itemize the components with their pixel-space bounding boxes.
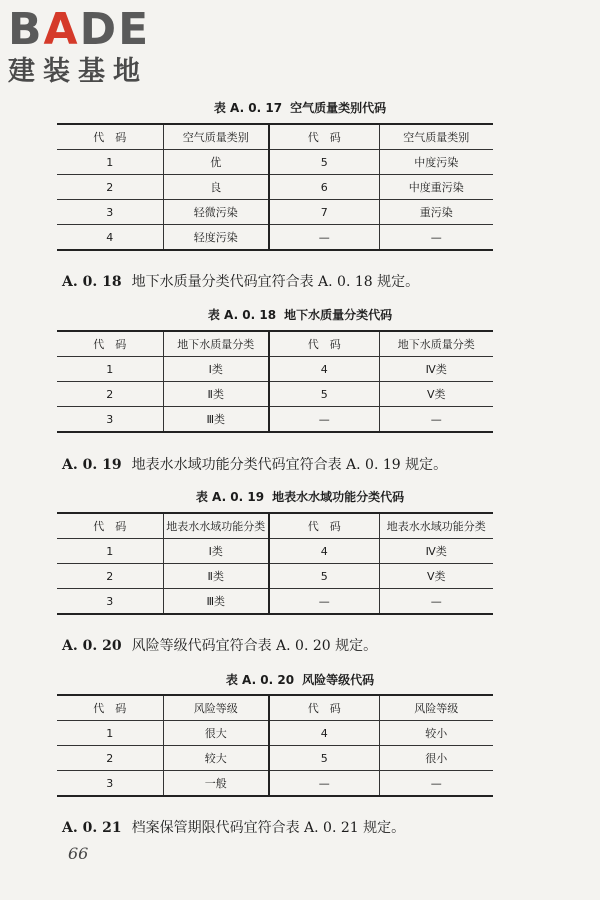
table-cell: 4 bbox=[269, 357, 379, 382]
table-cell: 轻度污染 bbox=[163, 225, 269, 251]
table-cell: — bbox=[379, 225, 493, 251]
table-cell: 4 bbox=[269, 539, 379, 564]
header-cell: 代 码 bbox=[57, 695, 163, 721]
header-cell: 地表水水域功能分类 bbox=[163, 513, 269, 539]
paragraph-a020: A. 0. 20 风险等级代码宜符合表 A. 0. 20 规定。 bbox=[62, 638, 378, 654]
table-cell: Ⅱ类 bbox=[163, 382, 269, 407]
table-cell: 2 bbox=[57, 746, 163, 771]
table-caption-a020: 表 A. 0. 20 风险等级代码 bbox=[225, 673, 375, 687]
table-row bbox=[57, 150, 493, 175]
header-cell: 代 码 bbox=[269, 695, 379, 721]
table-cell: 2 bbox=[57, 382, 163, 407]
table-cell: 3 bbox=[57, 771, 163, 797]
header-cell: 代 码 bbox=[269, 513, 379, 539]
table-cell: 优 bbox=[163, 150, 269, 175]
table-cell: 4 bbox=[57, 225, 163, 251]
header-cell: 地下水质量分类 bbox=[379, 331, 493, 357]
table-cell: — bbox=[269, 407, 379, 433]
table-row bbox=[57, 589, 493, 615]
table-row bbox=[57, 382, 493, 407]
header-cell: 地表水水域功能分类 bbox=[379, 513, 493, 539]
table-cell: 很大 bbox=[163, 721, 269, 746]
table-cell: 2 bbox=[57, 564, 163, 589]
table-cell: 较大 bbox=[163, 746, 269, 771]
table-cell: — bbox=[379, 771, 493, 797]
logo-subtitle: 建装基地 bbox=[8, 56, 148, 87]
table-cell: 一般 bbox=[163, 771, 269, 797]
header-cell: 代 码 bbox=[57, 331, 163, 357]
table-cell: 1 bbox=[57, 539, 163, 564]
table-cell: Ⅰ类 bbox=[163, 357, 269, 382]
table-cell: 7 bbox=[269, 200, 379, 225]
table-air-quality bbox=[57, 123, 493, 251]
table-cell: 中度重污染 bbox=[379, 175, 493, 200]
table-cell: 6 bbox=[269, 175, 379, 200]
table-cell: — bbox=[269, 589, 379, 615]
header-cell: 代 码 bbox=[57, 124, 163, 150]
header-cell: 代 码 bbox=[57, 513, 163, 539]
table-row bbox=[57, 200, 493, 225]
table-row bbox=[57, 771, 493, 797]
header-cell: 空气质量类别 bbox=[379, 124, 493, 150]
table-cell: Ⅲ类 bbox=[163, 589, 269, 615]
table-cell: Ⅴ类 bbox=[379, 382, 493, 407]
table-cell: 轻微污染 bbox=[163, 200, 269, 225]
table-row bbox=[57, 539, 493, 564]
table-row bbox=[57, 175, 493, 200]
table-caption-a018: 表 A. 0. 18 地下水质量分类代码 bbox=[207, 308, 393, 322]
table-cell: Ⅳ类 bbox=[379, 539, 493, 564]
table-cell: Ⅱ类 bbox=[163, 564, 269, 589]
paragraph-a019: A. 0. 19 地表水水域功能分类代码宜符合表 A. 0. 19 规定。 bbox=[62, 457, 448, 473]
table-cell: 1 bbox=[57, 150, 163, 175]
table-row bbox=[57, 721, 493, 746]
table-cell: 5 bbox=[269, 150, 379, 175]
table-cell: Ⅳ类 bbox=[379, 357, 493, 382]
table-cell: — bbox=[379, 589, 493, 615]
table-row bbox=[57, 225, 493, 251]
header-cell: 地下水质量分类 bbox=[163, 331, 269, 357]
table-row bbox=[57, 746, 493, 771]
table-cell: 1 bbox=[57, 721, 163, 746]
table-cell: 很小 bbox=[379, 746, 493, 771]
table-caption-a019: 表 A. 0. 19 地表水水域功能分类代码 bbox=[195, 490, 405, 504]
table-cell: 2 bbox=[57, 175, 163, 200]
table-caption-a017: 表 A. 0. 17 空气质量类别代码 bbox=[213, 101, 387, 115]
table-cell: — bbox=[269, 225, 379, 251]
table-row bbox=[57, 357, 493, 382]
page-number: 66 bbox=[68, 844, 89, 863]
table-cell: 较小 bbox=[379, 721, 493, 746]
table-groundwater-quality bbox=[57, 330, 493, 433]
table-cell: 5 bbox=[269, 382, 379, 407]
table-cell: Ⅰ类 bbox=[163, 539, 269, 564]
brand-logo bbox=[8, 6, 178, 88]
table-cell: 良 bbox=[163, 175, 269, 200]
paragraph-a021: A. 0. 21 档案保管期限代码宜符合表 A. 0. 21 规定。 bbox=[62, 820, 406, 836]
table-cell: 4 bbox=[269, 721, 379, 746]
table-cell: 3 bbox=[57, 200, 163, 225]
table-cell: 中度污染 bbox=[379, 150, 493, 175]
paragraph-a018: A. 0. 18 地下水质量分类代码宜符合表 A. 0. 18 规定。 bbox=[62, 274, 420, 290]
table-cell: — bbox=[269, 771, 379, 797]
table-cell: 1 bbox=[57, 357, 163, 382]
table-cell: 5 bbox=[269, 746, 379, 771]
table-cell: 重污染 bbox=[379, 200, 493, 225]
table-cell: 3 bbox=[57, 589, 163, 615]
table-surface-water-function bbox=[57, 512, 493, 615]
table-risk-level bbox=[57, 694, 493, 797]
table-cell: 5 bbox=[269, 564, 379, 589]
header-cell: 代 码 bbox=[269, 331, 379, 357]
header-cell: 风险等级 bbox=[163, 695, 269, 721]
header-cell: 风险等级 bbox=[379, 695, 493, 721]
table-cell: — bbox=[379, 407, 493, 433]
table-cell: 3 bbox=[57, 407, 163, 433]
table-cell: Ⅲ类 bbox=[163, 407, 269, 433]
header-cell: 代 码 bbox=[269, 124, 379, 150]
table-row bbox=[57, 407, 493, 433]
logo-mark: BADE bbox=[8, 4, 151, 55]
table-cell: Ⅴ类 bbox=[379, 564, 493, 589]
table-row bbox=[57, 564, 493, 589]
header-cell: 空气质量类别 bbox=[163, 124, 269, 150]
